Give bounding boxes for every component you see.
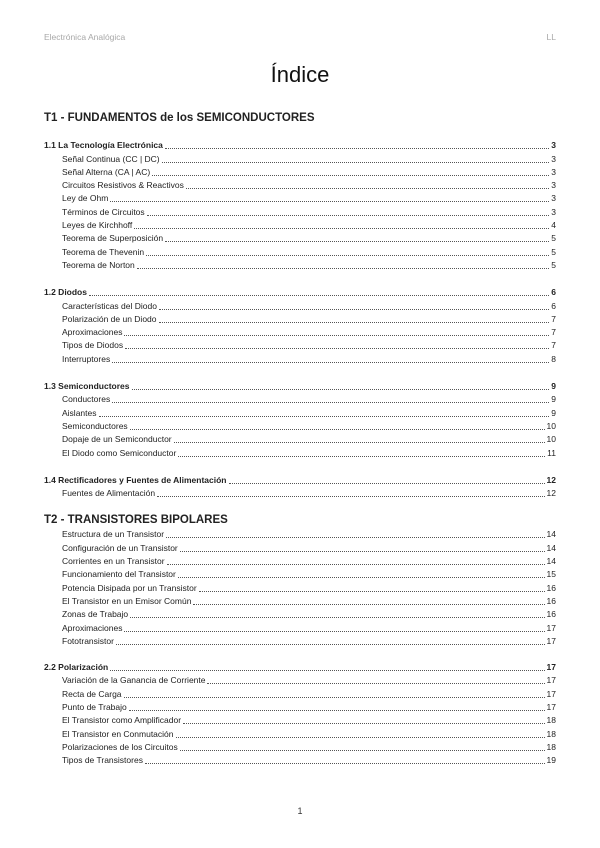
toc-entry-label: Variación de la Ganancia de Corriente bbox=[62, 675, 206, 686]
toc-item[interactable] bbox=[44, 700, 556, 713]
toc-entry-page: 8 bbox=[551, 353, 556, 364]
toc-entry-label: Términos de Circuitos bbox=[62, 206, 145, 217]
toc-entry-page: 14 bbox=[546, 542, 556, 553]
toc-entry-label: Aproximaciones bbox=[62, 327, 123, 338]
dot-leader bbox=[152, 175, 549, 176]
toc-entry-label: Aislantes bbox=[62, 407, 97, 418]
toc-item[interactable] bbox=[44, 432, 556, 445]
toc-section[interactable] bbox=[44, 285, 556, 298]
toc-item[interactable] bbox=[44, 151, 556, 164]
toc-entry-page: 18 bbox=[546, 715, 556, 726]
toc-entry-page: 3 bbox=[551, 193, 556, 204]
dot-leader bbox=[180, 551, 545, 552]
dot-leader bbox=[186, 188, 549, 189]
toc-item[interactable] bbox=[44, 218, 556, 231]
dot-leader bbox=[134, 228, 549, 229]
toc-entry-label: El Diodo como Semiconductor bbox=[62, 447, 177, 458]
toc-entry-label: Semiconductores bbox=[62, 420, 128, 431]
toc-entry-label: 1.1 La Tecnología Electrónica bbox=[44, 140, 163, 151]
toc-item[interactable] bbox=[44, 204, 556, 217]
dot-leader bbox=[110, 670, 544, 671]
toc-item[interactable] bbox=[44, 298, 556, 311]
dot-leader bbox=[199, 591, 545, 592]
toc-entry-label: Polarizaciones de los Circuitos bbox=[62, 741, 178, 752]
toc-item[interactable] bbox=[44, 191, 556, 204]
dot-leader bbox=[110, 201, 549, 202]
toc-item[interactable] bbox=[44, 258, 556, 271]
dot-leader bbox=[178, 577, 545, 578]
table-of-contents bbox=[44, 111, 556, 766]
toc-entry-label: Polarización de un Diodo bbox=[62, 313, 157, 324]
dot-leader bbox=[165, 241, 549, 242]
dot-leader bbox=[130, 617, 544, 618]
dot-leader bbox=[159, 322, 550, 323]
dot-leader bbox=[166, 537, 544, 538]
dot-leader bbox=[137, 268, 550, 269]
toc-entry-page: 14 bbox=[546, 529, 556, 540]
toc-entry-label: 1.4 Rectificadores y Fuentes de Alimentación bbox=[44, 474, 227, 485]
toc-entry-label: Recta de Carga bbox=[62, 688, 122, 699]
toc-item[interactable] bbox=[44, 351, 556, 364]
toc-entry-label: El Transistor como Amplificador bbox=[62, 715, 182, 726]
toc-section[interactable] bbox=[44, 379, 556, 392]
toc-entry-label: Fuentes de Alimentación bbox=[62, 488, 156, 499]
running-header-initials: LL bbox=[546, 32, 556, 42]
spacer bbox=[44, 365, 556, 379]
toc-entry-page: 16 bbox=[546, 582, 556, 593]
toc-item[interactable] bbox=[44, 445, 556, 458]
toc-item[interactable] bbox=[44, 338, 556, 351]
chapter-heading: T1 - FUNDAMENTOS de los SEMICONDUCTORES bbox=[44, 112, 315, 124]
dot-leader bbox=[162, 162, 550, 163]
page-title: Índice bbox=[270, 62, 330, 87]
dot-leader bbox=[157, 496, 544, 497]
toc-entry-label: Fototransistor bbox=[62, 635, 114, 646]
spacer bbox=[44, 459, 556, 473]
toc-entry-label: Circuitos Resistivos & Reactivos bbox=[62, 180, 184, 191]
toc-entry-page: 3 bbox=[551, 166, 556, 177]
dot-leader bbox=[165, 148, 549, 149]
toc-entry-page: 10 bbox=[546, 434, 556, 445]
toc-entry-page: 17 bbox=[546, 701, 556, 712]
dot-leader bbox=[176, 737, 545, 738]
toc-entry-label: Tipos de Diodos bbox=[62, 340, 124, 351]
dot-leader bbox=[112, 362, 549, 363]
dot-leader bbox=[124, 631, 544, 632]
toc-entry-page: 17 bbox=[546, 635, 556, 646]
toc-entry-label: Potencia Disipada por un Transistor bbox=[62, 582, 197, 593]
dot-leader bbox=[124, 335, 549, 336]
dot-leader bbox=[180, 750, 545, 751]
toc-item[interactable] bbox=[44, 634, 556, 647]
toc-entry-page: 19 bbox=[546, 755, 556, 766]
toc-item[interactable] bbox=[44, 419, 556, 432]
toc-entry-page: 16 bbox=[546, 595, 556, 606]
dot-leader bbox=[146, 255, 549, 256]
spacer bbox=[44, 271, 556, 285]
toc-entry-page: 6 bbox=[551, 287, 556, 298]
chapter-heading: T2 - TRANSISTORES BIPOLARES bbox=[44, 514, 228, 527]
toc-entry-page: 6 bbox=[551, 300, 556, 311]
toc-item[interactable] bbox=[44, 231, 556, 244]
toc-entry-page: 17 bbox=[546, 662, 556, 673]
toc-entry-page: 9 bbox=[551, 381, 556, 392]
toc-entry-page: 16 bbox=[546, 609, 556, 620]
toc-entry-page: 10 bbox=[546, 420, 556, 431]
dot-leader bbox=[178, 456, 545, 457]
toc-entry-label: Teorema de Thevenin bbox=[62, 246, 145, 257]
toc-entry-label: Señal Alterna (CA | AC) bbox=[62, 166, 151, 177]
spacer bbox=[44, 125, 556, 138]
dot-leader bbox=[174, 442, 545, 443]
toc-entry-label: Punto de Trabajo bbox=[62, 701, 127, 712]
toc-entry-page: 9 bbox=[551, 394, 556, 405]
toc-item[interactable] bbox=[44, 392, 556, 405]
toc-item[interactable] bbox=[44, 740, 556, 753]
toc-entry-page: 7 bbox=[551, 313, 556, 324]
toc-entry-page: 12 bbox=[546, 474, 556, 485]
page-number: 1 bbox=[297, 806, 303, 816]
dot-leader bbox=[99, 416, 550, 417]
toc-entry-label: Corrientes en un Transistor bbox=[62, 556, 165, 567]
dot-leader bbox=[207, 683, 544, 684]
toc-entry-page: 11 bbox=[547, 447, 556, 458]
toc-item[interactable] bbox=[44, 594, 556, 607]
dot-leader bbox=[229, 483, 545, 484]
toc-item[interactable] bbox=[44, 607, 556, 620]
dot-leader bbox=[124, 697, 545, 698]
toc-entry-page: 17 bbox=[546, 622, 556, 633]
toc-item[interactable] bbox=[44, 554, 556, 567]
dot-leader bbox=[112, 402, 549, 403]
dot-leader bbox=[130, 429, 545, 430]
toc-entry-label: 2.2 Polarización bbox=[44, 662, 109, 673]
toc-entry-page: 3 bbox=[551, 153, 556, 164]
toc-item[interactable] bbox=[44, 620, 556, 633]
toc-entry-label: El Transistor en un Emisor Común bbox=[62, 595, 192, 606]
dot-leader bbox=[167, 564, 545, 565]
toc-entry-page: 5 bbox=[551, 246, 556, 257]
toc-entry-label: Dopaje de un Semiconductor bbox=[62, 434, 172, 445]
dot-leader bbox=[183, 723, 544, 724]
toc-entry-label: Interruptores bbox=[62, 353, 111, 364]
toc-entry-label: Ley de Ohm bbox=[62, 193, 109, 204]
toc-entry-page: 5 bbox=[551, 259, 556, 270]
toc-item[interactable] bbox=[44, 713, 556, 726]
toc-entry-page: 18 bbox=[546, 728, 556, 739]
toc-section[interactable] bbox=[44, 660, 556, 673]
toc-entry-label: Estructura de un Transistor bbox=[62, 529, 165, 540]
toc-entry-label: Conductores bbox=[62, 394, 111, 405]
toc-item[interactable] bbox=[44, 673, 556, 686]
toc-section[interactable] bbox=[44, 138, 556, 151]
toc-entry-label: Teorema de Superposición bbox=[62, 233, 164, 244]
toc-item[interactable] bbox=[44, 165, 556, 178]
toc-entry-page: 7 bbox=[551, 340, 556, 351]
toc-entry-label: 1.3 Semiconductores bbox=[44, 381, 130, 392]
toc-entry-label: 1.2 Diodos bbox=[44, 287, 87, 298]
dot-leader bbox=[125, 348, 549, 349]
toc-entry-page: 17 bbox=[546, 688, 556, 699]
toc-item[interactable] bbox=[44, 405, 556, 418]
toc-entry-label: Tipos de Transistores bbox=[62, 755, 143, 766]
toc-entry-page: 3 bbox=[551, 180, 556, 191]
running-header-title: Electrónica Analógica bbox=[44, 32, 126, 42]
toc-entry-page: 3 bbox=[551, 140, 556, 151]
toc-item[interactable] bbox=[44, 580, 556, 593]
toc-entry-page: 17 bbox=[546, 675, 556, 686]
toc-entry-label: Aproximaciones bbox=[62, 622, 123, 633]
toc-entry-label: Teorema de Norton bbox=[62, 259, 135, 270]
toc-entry-page: 7 bbox=[551, 327, 556, 338]
spacer bbox=[44, 647, 556, 660]
dot-leader bbox=[129, 710, 545, 711]
dot-leader bbox=[89, 295, 549, 296]
toc-entry-label: Zonas de Trabajo bbox=[62, 609, 129, 620]
toc-item[interactable] bbox=[44, 178, 556, 191]
toc-entry-page: 14 bbox=[546, 556, 556, 567]
toc-entry-page: 3 bbox=[551, 206, 556, 217]
toc-item[interactable] bbox=[44, 540, 556, 553]
toc-entry-label: Funcionamiento del Transistor bbox=[62, 569, 176, 580]
dot-leader bbox=[116, 644, 545, 645]
toc-section[interactable] bbox=[44, 473, 556, 486]
toc-entry-page: 4 bbox=[551, 220, 556, 231]
toc-entry-label: El Transistor en Conmutación bbox=[62, 728, 174, 739]
toc-entry-page: 9 bbox=[551, 407, 556, 418]
toc-entry-page: 5 bbox=[551, 233, 556, 244]
toc-item[interactable] bbox=[44, 726, 556, 739]
toc-item[interactable] bbox=[44, 527, 556, 540]
toc-item[interactable] bbox=[44, 312, 556, 325]
toc-entry-label: Configuración de un Transistor bbox=[62, 542, 178, 553]
dot-leader bbox=[145, 763, 545, 764]
toc-item[interactable] bbox=[44, 753, 556, 766]
toc-item[interactable] bbox=[44, 686, 556, 699]
toc-entry-label: Características del Diodo bbox=[62, 300, 157, 311]
toc-item[interactable] bbox=[44, 325, 556, 338]
toc-entry-page: 18 bbox=[546, 741, 556, 752]
toc-entry-label: Señal Continua (CC | DC) bbox=[62, 153, 160, 164]
toc-item[interactable] bbox=[44, 244, 556, 257]
dot-leader bbox=[147, 215, 550, 216]
dot-leader bbox=[159, 309, 549, 310]
toc-entry-page: 12 bbox=[546, 488, 556, 499]
toc-entry-page: 15 bbox=[546, 569, 556, 580]
dot-leader bbox=[132, 389, 550, 390]
dot-leader bbox=[193, 604, 544, 605]
toc-item[interactable] bbox=[44, 486, 556, 499]
toc-entry-label: Leyes de Kirchhoff bbox=[62, 220, 133, 231]
toc-item[interactable] bbox=[44, 567, 556, 580]
